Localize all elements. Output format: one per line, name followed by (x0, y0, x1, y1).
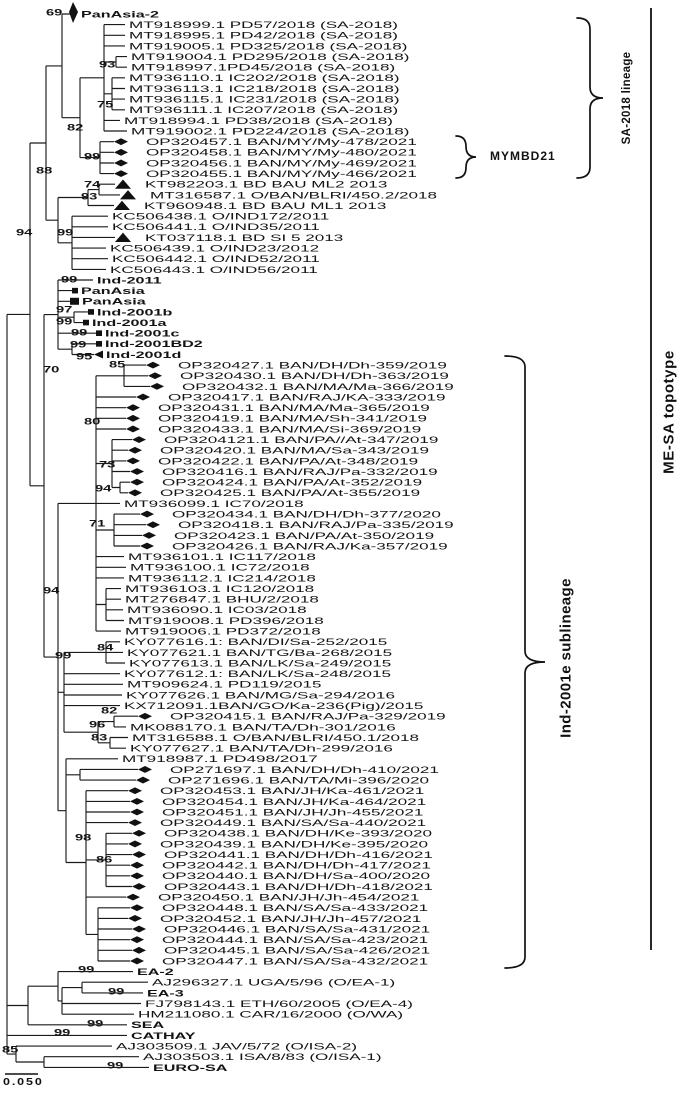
bootstrap-value: 93 (81, 191, 98, 202)
diamond-marker (150, 383, 164, 390)
taxon-label: OP320419.1 BAN/MA/Sh-341/2019 (158, 412, 427, 424)
taxon-label: PanAsia-2 (81, 8, 160, 20)
diamond-marker (128, 787, 142, 794)
taxon-label: MT918997.1PD45/2018 (SA-2018) (131, 61, 396, 73)
taxon-label: MT936115.1 IC231/2018 (SA-2018) (129, 93, 400, 105)
diamond-marker (114, 149, 128, 156)
taxon-label: OP320457.1 BAN/MY/My-478/2021 (146, 136, 417, 148)
diamond-marker (136, 777, 150, 784)
taxon-label: Ind-2001d (106, 349, 182, 361)
bootstrap-value: 94 (16, 227, 33, 238)
taxon-label: OP320432.1 BAN/MA/Ma-366/2019 (182, 380, 454, 392)
taxon-label: MT936101.1 IC117/2018 (128, 551, 316, 563)
bootstrap-value: 82 (101, 705, 118, 716)
taxon-label: SEA (131, 1019, 165, 1031)
bootstrap-value: 99 (71, 327, 88, 338)
taxon-label: OP320440.1 BAN/DH/Sa-400/2020 (162, 870, 430, 882)
diamond-marker (132, 830, 146, 837)
bootstrap-value: 83 (91, 732, 108, 743)
taxon-label: OP320450.1 BAN/JH/Jh-454/2021 (158, 891, 420, 903)
taxon-label: OP320453.1 BAN/JH/Ka-461/2021 (160, 785, 425, 797)
diamond-marker (128, 841, 142, 848)
square-marker (88, 309, 94, 315)
diamond-marker (130, 809, 144, 816)
bootstrap-value: 99 (78, 964, 95, 975)
square-marker (96, 341, 102, 347)
diamond-marker (114, 170, 128, 177)
taxon-label: OP271696.1 BAN/TA/Mi-396/2020 (168, 774, 430, 786)
taxon-label: OP320451.1 BAN/JH/Jh-455/2021 (162, 806, 424, 818)
taxon-label: OP320416.1 BAN/RAJ/Pa-332/2019 (162, 465, 438, 477)
bootstrap-value: 99 (54, 1027, 71, 1038)
taxon-label: KY077621.1 BAN/TG/Ba-268/2015 (127, 646, 393, 658)
diamond-marker (126, 457, 140, 464)
mesa-topotype-label: ME-SA topotype (660, 350, 678, 474)
taxon-label: KY077612.1: BAN/LK/Sa-248/2015 (124, 668, 392, 680)
bootstrap-value: 99 (55, 650, 72, 661)
taxon-label: Ind-2001a (92, 317, 167, 329)
bootstrap-value: 82 (67, 122, 84, 133)
taxon-label: MT918994.1 PD38/2018 (SA-2018) (124, 114, 393, 126)
taxon-label: OP320447.1 BAN/SA/Sa-432/2021 (162, 955, 429, 967)
bootstrap-value: 86 (96, 854, 113, 865)
taxon-label: MT316587.1 O/BAN/BLRI/450.2/2018 (150, 189, 438, 201)
taxon-label: OP320458.1 BAN/MY/My-480/2021 (146, 146, 417, 158)
taxon-label: OP320418.1 BAN/RAJ/Pa-335/2019 (178, 519, 454, 531)
flag-marker (69, 2, 78, 23)
taxon-label: MT919004.1 PD295/2018 (SA-2018) (131, 51, 410, 63)
taxon-label: OP320417.1 BAN/RAJ/KA-333/2019 (168, 391, 446, 403)
triangle-marker (115, 179, 131, 188)
bootstrap-value: 70 (43, 364, 60, 375)
diamond-marker (128, 489, 142, 496)
taxon-label: OP320438.1 BAN/DH/Ke-393/2020 (164, 827, 432, 839)
taxon-label: MT936110.1 IC202/2018 (SA-2018) (129, 72, 400, 84)
taxon-label: Ind-2001BD2 (105, 338, 203, 350)
triangle-marker (120, 190, 136, 199)
bootstrap-value: 94 (95, 483, 112, 494)
taxon-label: PanAsia (81, 285, 145, 297)
taxon-label: Ind-2001c (105, 327, 180, 339)
taxon-label: OP320444.1 BAN/SA/Sa-423/2021 (162, 934, 429, 946)
taxon-label: OP3204121.1 BAN/PA//At-347/2019 (164, 434, 439, 446)
diamond-marker (142, 532, 156, 539)
taxon-label: KT982203.1 BD BAU ML2 2013 (145, 178, 388, 190)
taxon-label: KC506441.1 O/IND35/2011 (112, 221, 320, 233)
taxon-label: KC506442.1 O/IND52/2011 (112, 253, 320, 265)
bootstrap-value: 97 (56, 304, 73, 315)
bootstrap-value: 80 (84, 416, 101, 427)
bootstrap-value: 98 (75, 832, 92, 843)
bootstrap-value: 93 (99, 59, 116, 70)
taxon-label: KC506443.1 O/IND56/2011 (110, 263, 318, 275)
bootstrap-value: 99 (61, 274, 78, 285)
taxon-label: KY077616.1: BAN/DI/Sa-252/2015 (124, 636, 388, 648)
taxon-label: CATHAY (131, 1030, 196, 1041)
bootstrap-value: 85 (109, 359, 126, 370)
square-marker (72, 288, 78, 294)
diamond-marker (130, 468, 144, 475)
diamond-marker (146, 362, 160, 369)
diamond-marker (130, 904, 144, 911)
bootstrap-value: 99 (107, 1060, 124, 1071)
bootstrap-value: 85 (2, 1044, 19, 1055)
diamond-marker (132, 851, 146, 858)
taxon-label: MT276847.1 BHU/2/2018 (125, 593, 319, 605)
taxon-label: KC506439.1 O/IND23/2012 (110, 242, 320, 254)
taxon-label: OP320423.1 BAN/PA/At-350/2019 (174, 529, 435, 541)
taxon-label: OP320427.1 BAN/DH/Dh-359/2019 (178, 359, 447, 371)
branch-lines (7, 14, 150, 1067)
taxon-label: HM211080.1 CAR/16/2000 (O/WA) (138, 1008, 404, 1020)
triangle-marker (114, 201, 130, 210)
diamond-marker (128, 447, 142, 454)
taxon-label: OP320424.1 BAN/PA/At-352/2019 (162, 476, 423, 488)
mymbd21-brace (456, 136, 476, 178)
ind-2001e-sublineage-brace (505, 356, 545, 968)
taxon-label: OP320420.1 BAN/MA/Sa-343/2019 (160, 444, 429, 456)
taxon-label: OP320422.1 BAN/PA/At-348/2019 (158, 455, 419, 467)
square-marker (96, 330, 102, 336)
diamond-marker (130, 479, 144, 486)
bootstrap-value: 75 (97, 99, 114, 110)
taxon-label: KT960948.1 BD BAU ML1 2013 (144, 199, 387, 211)
taxon-label: OP320425.1 BAN/PA/At-355/2019 (160, 487, 421, 499)
taxon-label: OP320448.1 BAN/SA/Sa-433/2021 (162, 902, 429, 914)
collapsed-clade-marker (94, 350, 103, 358)
taxon-label: MT918995.1 PD42/2018 (SA-2018) (129, 29, 398, 41)
taxon-label: OP320449.1 BAN/SA/Sa-440/2021 (160, 817, 427, 829)
diamond-marker (130, 872, 144, 879)
bootstrap-value: 99 (56, 316, 73, 327)
diamond-marker (126, 894, 140, 901)
diamond-marker (130, 798, 144, 805)
diamond-marker (140, 511, 154, 518)
taxon-label: KX712091.1BAN/GO/Ka-236(Pig)/2015 (124, 700, 424, 712)
triangle-marker (115, 233, 131, 242)
taxon-label: MT936111.1 IC207/2018 (SA-2018) (129, 104, 399, 116)
taxon-label: AJ296327.1 UGA/5/96 (O/EA-1) (152, 976, 396, 988)
diamond-marker (132, 883, 146, 890)
taxon-label: MT919002.1 PD224/2018 (SA-2018) (131, 125, 410, 137)
bootstrap-value: 88 (36, 165, 53, 176)
diamond-marker (138, 713, 152, 720)
bootstrap-value: 99 (84, 151, 101, 162)
taxon-label: MT936113.1 IC218/2018 (SA-2018) (129, 82, 400, 94)
diamond-marker (128, 915, 142, 922)
bootstrap-value: 95 (76, 351, 93, 362)
sa-2018-lineage-brace (577, 18, 603, 178)
taxon-label: MT919006.1 PD372/2018 (125, 625, 321, 637)
bootstrap-value: 96 (89, 719, 106, 730)
taxon-label: MT316588.1 O/BAN/BLRI/450.1/2018 (132, 731, 420, 743)
taxon-label: MT918999.1 PD57/2018 (SA-2018) (129, 19, 398, 31)
taxon-label: Ind-2001b (97, 306, 173, 318)
taxon-label: OP320433.1 BAN/MA/Si-369/2019 (158, 423, 422, 435)
taxon-label: OP320426.1 BAN/RAJ/Ka-357/2019 (172, 540, 448, 552)
taxon-label: OP320431.1 BAN/MA/Ma-365/2019 (158, 402, 430, 414)
taxon-label: MT936099.1 IC70/2018 (124, 497, 304, 509)
diamond-marker (138, 766, 152, 773)
taxon-label: OP320442.1 BAN/DH/Dh-417/2021 (162, 859, 431, 871)
diamond-marker (130, 958, 144, 965)
diamond-marker (114, 138, 128, 145)
taxon-label: OP320415.1 BAN/RAJ/Pa-329/2019 (170, 710, 446, 722)
taxon-label: AJ303509.1 JAV/5/72 (O/ISA-2) (116, 1040, 358, 1052)
bootstrap-value: 99 (57, 227, 74, 238)
bootstrap-value: 71 (89, 518, 106, 529)
taxon-label: OP320455.1 BAN/MY/My-466/2021 (146, 168, 417, 180)
taxon-label: MT919005.1 PD325/2018 (SA-2018) (129, 40, 408, 52)
diamond-marker (132, 436, 146, 443)
taxon-label: PanAsia (82, 296, 146, 307)
bootstrap-value: 99 (108, 986, 125, 997)
diamond-marker (132, 926, 146, 933)
taxon-label: MT918987.1 PD498/2017 (122, 753, 318, 765)
taxon-label: MT936100.1 IC72/2018 (130, 561, 310, 573)
diamond-marker (136, 394, 150, 401)
bootstrap-value: 73 (99, 459, 116, 470)
taxon-label: AJ303503.1 ISA/8/83 (O/ISA-1) (143, 1051, 382, 1063)
taxon-label: OP320434.1 BAN/DH/Dh-377/2020 (172, 508, 441, 520)
square-marker (83, 320, 89, 326)
taxon-label: EA-2 (137, 966, 174, 978)
taxon-label: OP320430.1 BAN/DH/Dh-363/2019 (180, 370, 449, 382)
taxon-label: OP320445.1 BAN/SA/Sa-426/2021 (164, 944, 431, 956)
taxon-label: KT037118.1 BD SI 5 2013 (145, 231, 344, 243)
taxon-label: KY077613.1 BAN/LK/Sa-249/2015 (129, 657, 392, 669)
ind2001e-sublineage-label: Ind-2001e sublineage (557, 578, 575, 738)
taxon-label: OP320452.1 BAN/JH/Jh-457/2021 (160, 912, 422, 924)
scale-bar-label: 0.050 (3, 1077, 44, 1088)
bootstrap-value: 94 (43, 585, 60, 596)
taxon-label: FJ798143.1 ETH/60/2005 (O/EA-4) (145, 997, 413, 1009)
taxon-label: OP320443.1 BAN/DH/Dh-418/2021 (164, 880, 433, 892)
diamond-marker (130, 936, 144, 943)
taxon-label: KY077627.1 BAN/TA/Dh-299/2016 (130, 742, 393, 754)
diamond-marker (148, 372, 162, 379)
taxon-label: Ind-2011 (97, 274, 162, 286)
diamond-marker (126, 404, 140, 411)
diamond-marker (130, 862, 144, 869)
taxon-label: OP320456.1 BAN/MY/My-469/2021 (146, 157, 417, 169)
diamond-marker (146, 521, 160, 528)
diamond-marker (126, 426, 140, 433)
taxon-label: MT909624.1 PD119/2015 (127, 678, 322, 690)
taxon-label: KY077626.1 BAN/MG/Sa-294/2016 (126, 689, 395, 701)
taxon-label: MT936090.1 IC03/2018 (127, 604, 307, 616)
taxon-label: MK088170.1 BAN/TA/Dh-301/2016 (130, 721, 396, 733)
taxon-label: EA-3 (147, 987, 184, 999)
bootstrap-value: 99 (70, 339, 87, 350)
diamond-marker (114, 160, 128, 167)
taxon-label: KC506438.1 O/IND172/2011 (112, 210, 330, 222)
bootstrap-value: 74 (84, 179, 101, 190)
taxon-label: OP320446.1 BAN/SA/Sa-431/2021 (164, 923, 431, 935)
taxon-label: EURO-SA (153, 1062, 228, 1073)
taxon-label: OP271697.1 BAN/DH/Dh-410/2021 (170, 763, 439, 775)
diamond-marker (140, 543, 154, 550)
bootstrap-value: 99 (87, 1018, 104, 1029)
diamond-marker (126, 415, 140, 422)
taxon-label: OP320439.1 BAN/DH/Ke-395/2020 (160, 838, 428, 850)
taxon-label: OP320454.1 BAN/JH/Ka-464/2021 (162, 795, 427, 807)
diamond-marker (132, 947, 146, 954)
sa2018-lineage-label: SA-2018 lineage (621, 51, 633, 145)
taxon-label: MT919008.1 PD396/2018 (128, 614, 324, 626)
bootstrap-value: 69 (46, 7, 63, 18)
taxon-label: MT936112.1 IC214/2018 (128, 572, 316, 584)
diamond-marker (128, 819, 142, 826)
taxon-label: MT936103.1 IC120/2018 (125, 583, 315, 595)
bootstrap-value: 84 (97, 642, 114, 653)
taxon-label: OP320441.1 BAN/DH/Dh-416/2021 (164, 849, 433, 861)
mymbd21-label: MYMBD21 (490, 149, 556, 163)
